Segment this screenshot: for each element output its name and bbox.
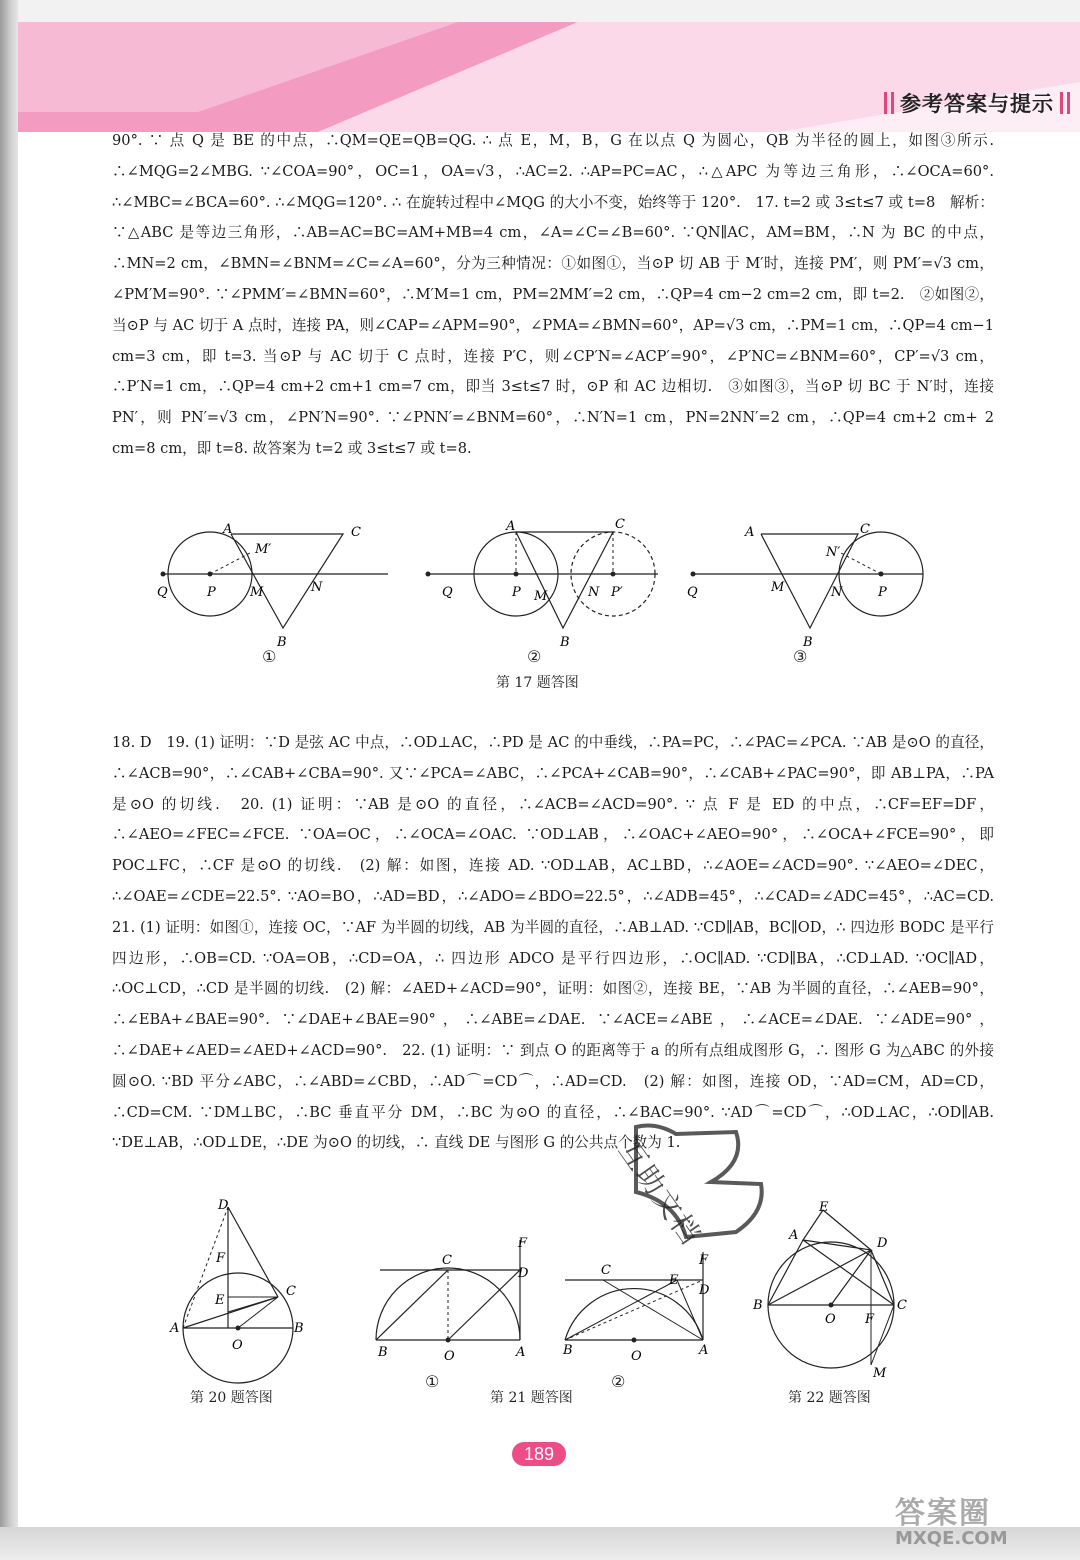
svg-text:A: A [789, 1228, 799, 1243]
svg-text:Q: Q [442, 585, 453, 600]
svg-text:P′: P′ [611, 585, 623, 600]
figure-22-caption: 第 22 题答图 [788, 1390, 871, 1406]
figure-21-diagram-1 [358, 1232, 529, 1364]
figure-21-caption: 第 21 题答图 [490, 1390, 573, 1406]
section-header [884, 88, 1070, 118]
svg-text:A: A [170, 1321, 180, 1336]
svg-text:A: A [506, 519, 516, 534]
svg-text:Q: Q [157, 585, 168, 600]
figure-17-sublabel-2: ② [527, 647, 542, 666]
svg-text:B: B [294, 1321, 304, 1336]
svg-text:B: B [563, 1343, 573, 1358]
svg-text:N: N [831, 585, 843, 600]
figure-17-diagram-1 [157, 522, 388, 650]
figure-17-diagram-2 [408, 512, 688, 682]
page-number: 189 [512, 1442, 566, 1466]
header-bar-right [1060, 92, 1070, 114]
svg-text:F: F [699, 1253, 709, 1268]
svg-text:O: O [825, 1312, 836, 1327]
svg-text:O: O [444, 1349, 455, 1364]
svg-text:A: A [516, 1345, 526, 1360]
figure-17-diagram-3 [673, 512, 953, 682]
svg-text:B: B [803, 635, 813, 650]
svg-text:C: C [351, 525, 361, 540]
svg-text:E: E [215, 1293, 225, 1308]
svg-text:O: O [232, 1338, 243, 1353]
svg-text:A: A [223, 522, 233, 537]
svg-text:C: C [286, 1284, 296, 1299]
svg-text:F: F [216, 1251, 226, 1266]
svg-text:P: P [207, 585, 216, 600]
svg-text:M: M [873, 1366, 887, 1381]
answer-paragraph-2: 18. D 19. (1) 证明：∵D 是弦 AC 中点，∴OD⊥AC，∴PD 是 AC 的中垂线，∴PA=PC，∴∠PAC=∠PCA. ∵AB 是⊙O 的直径，∴∠ACB=90°，∴∠CAB+∠CBA=90°. 又∵∠PCA=∠ABC，∴∠PCA+∠CAB=90°，∴∠CAB+∠PAC=90°，即 AB⊥PA，∴PA 是⊙O 的切线. 20. (1) 证明：∵AB 是⊙O 的直径，∴∠ACB=∠ACD=90°. ∵ 点 F 是 ED 的中点，∴CF=EF=DF，∴∠AEO=∠FEC=∠FCE. ∵OA=OC，∴∠OCA=∠OAC. ∵OD⊥AB，∴∠OAC+∠AEO=90°，∴∠OCA+∠FCE=90°，即 POC⊥FC，∴CF 是⊙O 的切线. (2) 解：如图，连接 AD. ∵OD⊥AB，AC⊥BD，∴∠AOE=∠ACD=90°. ∵∠AEO=∠DEC，∴∠OAE=∠CDE=22.5°. ∵AO=BO，∴AD=BD，∴∠ADO=∠BDO=22.5°，∴∠ADB=45°，∴∠CAD=∠ADC=45°，∴AC=CD. 21. (1) 证明：如图①，连接 OC，∵AF 为半圆的切线，AB 为半圆的直径，∴AB⊥AD. ∵CD∥AB，BC∥OD，∴ 四边形 BODC 是平行四边形，∴OB=CD. ∵OA=OB，∴CD=OA，∴ 四边形 ADCO 是平行四边形，∴OC∥AD. ∵CD∥BA，∴CD⊥AD. ∵OC∥AD，∴OC⊥CD，∴CD 是半圆的切线. (2) 解：∠AED+∠ACD=90°，证明：如图②，连接 BE，∵AB 为半圆的直径，∴∠AEB=90°，∴∠EBA+∠BAE=90°. ∵∠DAE+∠BAE=90°，∴∠ABE=∠DAE. ∵∠ACE=∠ABE，∴∠ACE=∠DAE. ∵∠ADE=90°，∴∠DAE+∠AED=∠AED+∠ACD=90°. 22. (1) 证明：∵ 到点 O 的距离等于 a 的所有点组成图形 G，∴ 图形 G 为△ABC 的外接圆⊙O. ∵BD 平分∠ABC，∴∠ABD=∠CBD，∴AD⌒=CD⌒，∴AD=CD. (2) 解：如图，连接 OD，∵AD=CM，AD=CD，∴CD=CM. ∵DM⊥BC，∴BC 垂直平分 DM，∴BC 为⊙O 的直径，∴∠BAC=90°. ∵AD⌒=CD⌒，∴OD⊥AC，∴OD∥AB. ∵DE⊥AB，∴OD⊥DE，∴DE 为⊙O 的切线，∴ 直线 DE 与图形 G 的公共点个数为 1. [112, 734, 1009, 1152]
svg-text:B: B [378, 1345, 388, 1360]
svg-text:E: E [819, 1200, 829, 1215]
svg-text:M: M [534, 589, 548, 604]
site-logo: 答案圈 MXQE.COM [895, 1496, 1008, 1549]
svg-text:D: D [518, 1266, 529, 1281]
svg-text:O: O [631, 1349, 642, 1364]
svg-text:P: P [512, 585, 521, 600]
svg-text:D: D [877, 1236, 888, 1251]
figure-17-caption: 第 17 题答图 [496, 675, 579, 691]
answer-paragraph-1: 90°. ∵ 点 Q 是 BE 的中点，∴QM=QE=QB=QG. ∴ 点 E，M，B，G 在以点 Q 为圆心，QB 为半径的圆上，如图③所示. ∴∠MQG=2∠MBG. ∵∠COA=90°，OC=1，OA=√3，∴AC=2. ∴AP=PC=AC，∴△APC 为等边三角形，∴∠OCA=60°. ∴∠MBC=∠BCA=60°. ∴∠MQG=120°. ∴ 在旋转过程中∠MQG 的大小不变，始终等于 120°. 17. t=2 或 3≤t≤7 或 t=8 解析：∵△ABC 是等边三角形，∴AB=AC=BC=AM+MB=4 cm，∠A=∠C=∠B=60°. ∵QN∥AC，AM=BM，∴N 为 BC 的中点，∴MN=2 cm，∠BMN=∠BNM=∠C=∠A=60°，分为三种情况：①如图①，当⊙P 切 AB 于 M′时，连接 PM′，则 PM′=√3 cm，∠PM′M=90°. ∵∠PMM′=∠BMN=60°，∴M′M=1 cm，PM=2MM′=2 cm，∴QP=4 cm−2 cm=2 cm，即 t=2. ②如图②，当⊙P 与 AC 切于 A 点时，连接 PA，则∠CAP=∠APM=90°，∠PMA=∠BMN=60°，AP=√3 cm，∴PM=1 cm，∴QP=4 cm−1 cm=3 cm，即 t=3. 当⊙P 与 AC 切于 C 点时，连接 P′C，则∠CP′N=∠ACP′=90°，∠P′NC=∠BNM=60°，CP′=√3 cm，∴P′N=1 cm，∴QP=4 cm+2 cm+1 cm=7 cm，即当 3≤t≤7 时，⊙P 和 AC 边相切. ③如图③，当⊙P 切 BC 于 N′时，连接 PN′，则 PN′=√3 cm，∠PN′N=90°. ∵∠PNN′=∠BNM=60°，∴N′N=1 cm，PN=2NN′=2 cm，∴QP=4 cm+2 cm+ 2 cm=8 cm，即 t=8. 故答案为 t=2 或 3≤t≤7 或 t=8. [112, 132, 994, 457]
svg-text:Q: Q [687, 585, 698, 600]
svg-text:F: F [518, 1236, 528, 1251]
svg-text:M: M [771, 580, 785, 595]
svg-text:A: A [745, 525, 755, 540]
svg-text:C: C [615, 517, 625, 532]
svg-text:N: N [588, 585, 600, 600]
header-title-text: 参考答案与提示 [900, 92, 1054, 116]
svg-text:B: B [753, 1298, 763, 1313]
svg-text:C: C [897, 1298, 907, 1313]
svg-text:B: B [277, 635, 287, 650]
header-bar-left [884, 92, 894, 114]
svg-text:N′: N′ [826, 545, 841, 560]
svg-text:D: D [699, 1283, 710, 1298]
svg-text:M: M [250, 585, 264, 600]
watermark-text: 互助文档 [611, 1134, 708, 1252]
svg-text:C: C [860, 522, 870, 537]
book-binding-edge [0, 0, 18, 1560]
svg-text:A: A [699, 1343, 709, 1358]
svg-text:C: C [601, 1263, 611, 1278]
svg-text:F: F [865, 1312, 875, 1327]
svg-text:M′: M′ [255, 542, 272, 557]
document-page [18, 22, 1080, 1527]
figure-21-sublabel-1: ① [425, 1372, 440, 1391]
svg-text:D: D [218, 1198, 229, 1213]
figure-20 [168, 1197, 328, 1387]
svg-text:B: B [560, 635, 570, 650]
svg-text:P: P [878, 585, 887, 600]
svg-text:N: N [311, 580, 323, 595]
svg-text:C: C [442, 1253, 452, 1268]
figure-17-sublabel-1: ① [262, 647, 277, 666]
svg-text:E: E [669, 1273, 679, 1288]
figure-17-sublabel-3: ③ [793, 647, 808, 666]
figure-20-caption: 第 20 题答图 [190, 1390, 273, 1406]
figure-21-sublabel-2: ② [611, 1372, 626, 1391]
